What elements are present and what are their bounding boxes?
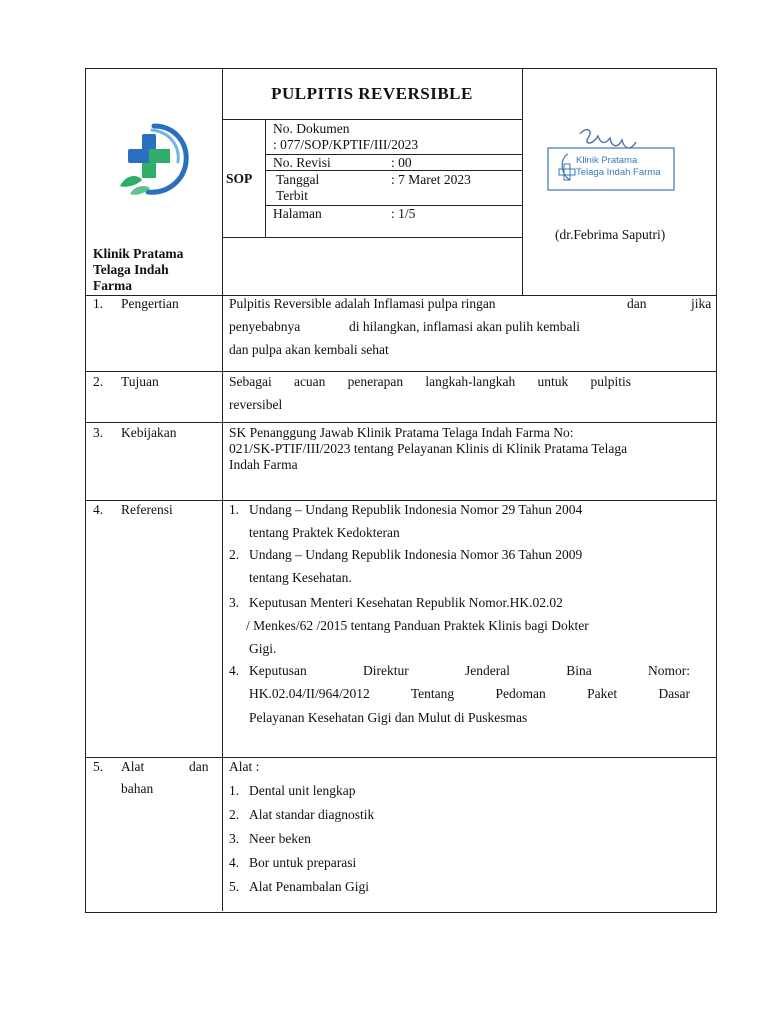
pengertian-line-1: Pulpitis Reversible adalah Inflamasi pulpa ringan [229, 296, 496, 311]
meta-row-4 [222, 237, 522, 238]
pengertian-line-3: dan pulpa akan kembali sehat [229, 342, 389, 357]
alat-item-1: Dental unit lengkap [249, 783, 356, 798]
row-divider-3 [85, 500, 717, 501]
referensi-item-4-line-2: HK.02.04/II/964/2012 Tentang Pedoman Paket Dasar [249, 686, 690, 701]
clinic-name-line-2: Telaga Indah [93, 262, 169, 277]
signer-name: (dr.Febrima Saputri) [555, 227, 666, 242]
revision-value: : 00 [391, 155, 412, 170]
clinic-logo [112, 120, 196, 202]
alat-item-5: Alat Penambalan Gigi [249, 879, 369, 894]
header-divider-left [222, 68, 223, 911]
row-number-alat: 5. [93, 759, 104, 774]
kebijakan-line-3: Indah Farma [229, 457, 298, 472]
row-number-pengertian: 1. [93, 296, 104, 311]
referensi-item-2-number: 2. [229, 547, 240, 562]
alat-item-4: Bor untuk preparasi [249, 855, 357, 870]
row-label-dan: dan [189, 759, 209, 774]
referensi-item-1-line-1: Undang – Undang Republik Indonesia Nomor 29 Tahun 2004 [249, 502, 583, 517]
referensi-item-4-line-1: Keputusan Direktur Jenderal Bina Nomor: [249, 663, 690, 678]
kebijakan-line-1: SK Penanggung Jawab Klinik Pratama Telaga Indah Farma No: [229, 425, 574, 440]
alat-item-2: Alat standar diagnostik [249, 807, 375, 822]
alat-item-1-number: 1. [229, 783, 240, 798]
date-label-2: Terbit [276, 188, 309, 203]
page-label: Halaman [273, 206, 322, 221]
pengertian-line-2a: penyebabnya [229, 319, 301, 334]
row-number-tujuan: 2. [93, 374, 104, 389]
row-label-pengertian: Pengertian [121, 296, 179, 311]
alat-item-4-number: 4. [229, 855, 240, 870]
row-divider-1 [85, 371, 717, 372]
stamp-line-1: Klinik Pratama [576, 155, 638, 166]
alat-item-3: Neer beken [249, 831, 311, 846]
doc-no-label: No. Dokumen [273, 121, 350, 136]
referensi-item-4-number: 4. [229, 663, 240, 678]
date-value: : 7 Maret 2023 [391, 172, 471, 187]
row-label-bahan: bahan [121, 781, 154, 796]
kebijakan-line-2: 021/SK-PTIF/III/2023 tentang Pelayanan Klinis di Klinik Pratama Telaga [229, 441, 628, 456]
referensi-item-3-line-1: Keputusan Menteri Kesehatan Republik Nomor.HK.02.02 [249, 595, 563, 610]
row-number-kebijakan: 3. [93, 425, 104, 440]
row-divider-4 [85, 757, 717, 758]
pengertian-word-jika: jika [691, 296, 712, 311]
alat-heading: Alat : [229, 759, 260, 774]
pengertian-word-dan: dan [627, 296, 647, 311]
alat-item-3-number: 3. [229, 831, 240, 846]
clinic-name-line-3: Farma [93, 278, 132, 293]
referensi-item-4-line-3: Pelayanan Kesehatan Gigi dan Mulut di Puskesmas [249, 710, 528, 725]
tujuan-line-1: Sebagai acuan penerapan langkah-langkah untuk pulpitis [229, 374, 631, 389]
page-title: PULPITIS REVERSIBLE [271, 84, 473, 103]
row-label-tujuan: Tujuan [121, 374, 159, 389]
clinic-name-line-1: Klinik Pratama [93, 246, 184, 261]
referensi-item-1-number: 1. [229, 502, 240, 517]
date-label: Tanggal [276, 172, 320, 187]
referensi-item-3-line-2: / Menkes/62 /2015 tentang Panduan Praktek Klinis bagi Dokter [246, 618, 589, 633]
row-label-referensi: Referensi [121, 502, 173, 517]
row-divider-2 [85, 422, 717, 423]
referensi-item-2-line-2: tentang Kesehatan. [249, 570, 352, 585]
header-divider-right [522, 68, 523, 296]
referensi-item-2-line-1: Undang – Undang Republik Indonesia Nomor 36 Tahun 2009 [249, 547, 583, 562]
revision-label: No. Revisi [273, 155, 331, 170]
alat-item-5-number: 5. [229, 879, 240, 894]
alat-item-2-number: 2. [229, 807, 240, 822]
referensi-item-3-number: 3. [229, 595, 240, 610]
sop-label: SOP [226, 171, 253, 186]
sop-divider [265, 119, 266, 237]
stamp-line-2: Telaga Indah Farma [576, 167, 661, 178]
doc-no-value: : 077/SOP/KPTIF/III/2023 [273, 137, 419, 152]
tujuan-line-2: reversibel [229, 397, 283, 412]
page-value: : 1/5 [391, 206, 416, 221]
row-label-alat: Alat [121, 759, 145, 774]
pengertian-line-2b: di hilangkan, inflamasi akan pulih kembali [349, 319, 580, 334]
referensi-item-3-line-3: Gigi. [249, 641, 277, 656]
title-underline [222, 119, 522, 120]
referensi-item-1-line-2: tentang Praktek Kedokteran [249, 525, 400, 540]
row-label-kebijakan: Kebijakan [121, 425, 177, 440]
row-number-referensi: 4. [93, 502, 104, 517]
